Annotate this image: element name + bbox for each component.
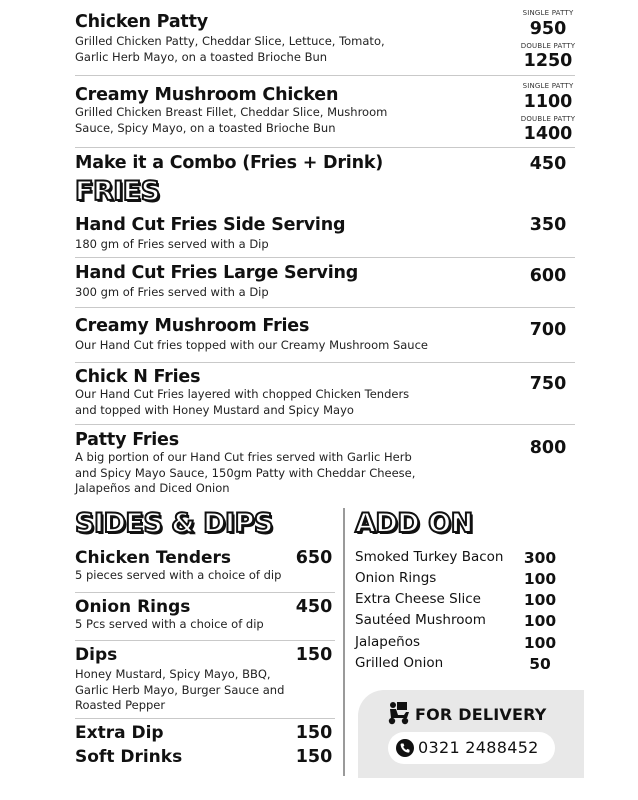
phone-number: 0321 2488452 [418,738,539,757]
fries-heading: FRIES [75,176,160,207]
divider [75,640,335,641]
menu-item-chicken-patty [75,12,575,65]
phone-icon [396,739,414,757]
divider [75,718,335,719]
addon-item [355,634,565,655]
menu-item-creamy-mushroom-fries [75,316,575,354]
item-name: Onion Rings [75,597,191,617]
addon-name: Extra Cheese Slice [355,591,481,607]
divider [75,592,335,593]
divider [75,75,575,76]
addon-item [355,570,565,591]
item-name: Creamy Mushroom Chicken [75,85,339,105]
combo-price: 450 [529,154,567,174]
addon-name: Jalapeños [355,634,421,650]
double-patty-label: DOUBLE PATTY [520,115,576,123]
divider [75,424,575,425]
item-desc: and topped with Honey Mustard and Spicy Mayo [75,402,354,417]
item-price: 150 [295,645,333,665]
menu-item-patty-fries [75,430,575,497]
single-patty-price: 1100 [523,92,573,112]
item-price: 350 [529,215,567,235]
single-patty-label: SINGLE PATTY [522,9,574,17]
addon-item [355,655,565,676]
addon-item [355,612,565,633]
item-price: 700 [529,320,567,340]
menu-item-fries-large [75,263,575,301]
delivery-scooter-icon [385,700,411,726]
item-desc: Grilled Chicken Breast Fillet, Cheddar Slice, Mushroom [75,105,388,119]
sides-heading: SIDES & DIPS [75,508,273,539]
addon-name: Grilled Onion [355,655,444,671]
item-desc: A big portion of our Hand Cut fries served with Garlic Herb [75,450,412,464]
item-price: 600 [529,266,567,286]
item-name: Chicken Patty [75,12,208,32]
item-price: 800 [529,438,567,458]
addon-name: Onion Rings [355,570,437,586]
divider [75,362,575,363]
menu-item-combo [75,153,575,173]
item-desc: Jalapeños and Diced Onion [75,481,230,495]
menu-item-creamy-mushroom-chicken [75,85,575,136]
addon-price: 100 [523,570,557,588]
item-desc: Garlic Herb Mayo, on a toasted Brioche Bun [75,49,328,64]
addon-name: Smoked Turkey Bacon [355,549,504,565]
item-desc: Grilled Chicken Patty, Cheddar Slice, Lettuce, Tomato, [75,34,385,48]
item-name: Creamy Mushroom Fries [75,316,310,336]
item-price: 650 [295,548,333,568]
item-desc: Roasted Pepper [75,698,166,712]
delivery-label: FOR DELIVERY [415,705,547,724]
item-desc: Our Hand Cut Fries layered with chopped Chicken Tenders [75,387,410,401]
addon-name: Sautéed Mushroom [355,612,486,628]
item-desc: 5 Pcs served with a choice of dip [75,617,264,631]
item-name: Make it a Combo (Fries + Drink) [75,153,384,173]
addon-price: 100 [523,634,557,652]
menu-item-chick-n-fries [75,367,575,418]
addon-price: 300 [523,549,557,567]
double-patty-label: DOUBLE PATTY [520,42,576,50]
item-desc: Our Hand Cut fries topped with our Creamy Mushroom Sauce [75,338,428,352]
item-desc: Honey Mustard, Spicy Mayo, BBQ, [75,667,271,681]
column-divider [343,508,345,776]
item-name: Hand Cut Fries Large Serving [75,263,359,283]
item-desc: and Spicy Mayo Sauce, 150gm Patty with Cheddar Cheese, [75,465,416,480]
addon-price: 100 [523,612,557,630]
item-price: 450 [295,597,333,617]
addon-item [355,591,565,612]
item-desc: 180 gm of Fries served with a Dip [75,237,269,251]
item-name: Patty Fries [75,430,179,450]
item-price: 150 [295,747,333,767]
divider [75,257,575,258]
item-name: Hand Cut Fries Side Serving [75,215,346,235]
double-patty-price: 1250 [523,51,573,71]
phone-number-pill[interactable] [388,732,555,764]
menu-item-fries-side [75,215,575,253]
addon-price: 100 [523,591,557,609]
item-name: Soft Drinks [75,747,183,767]
item-name: Extra Dip [75,723,164,743]
item-desc: 300 gm of Fries served with a Dip [75,285,269,299]
divider [75,307,575,308]
item-desc: Sauce, Spicy Mayo, on a toasted Brioche Bun [75,120,336,135]
item-name: Dips [75,645,118,665]
item-price: 150 [295,723,333,743]
item-price: 750 [529,374,567,394]
double-patty-price: 1400 [523,124,573,144]
single-patty-label: SINGLE PATTY [522,82,574,90]
item-desc: 5 pieces served with a choice of dip [75,568,282,582]
single-patty-price: 950 [529,19,567,39]
divider [75,147,575,148]
addon-price: 50 [529,655,551,673]
delivery-box [358,690,584,778]
item-desc: Garlic Herb Mayo, Burger Sauce and [75,682,285,697]
item-name: Chick N Fries [75,367,201,387]
addon-item [355,549,565,570]
addon-heading: ADD ON [355,508,473,539]
item-name: Chicken Tenders [75,548,232,568]
